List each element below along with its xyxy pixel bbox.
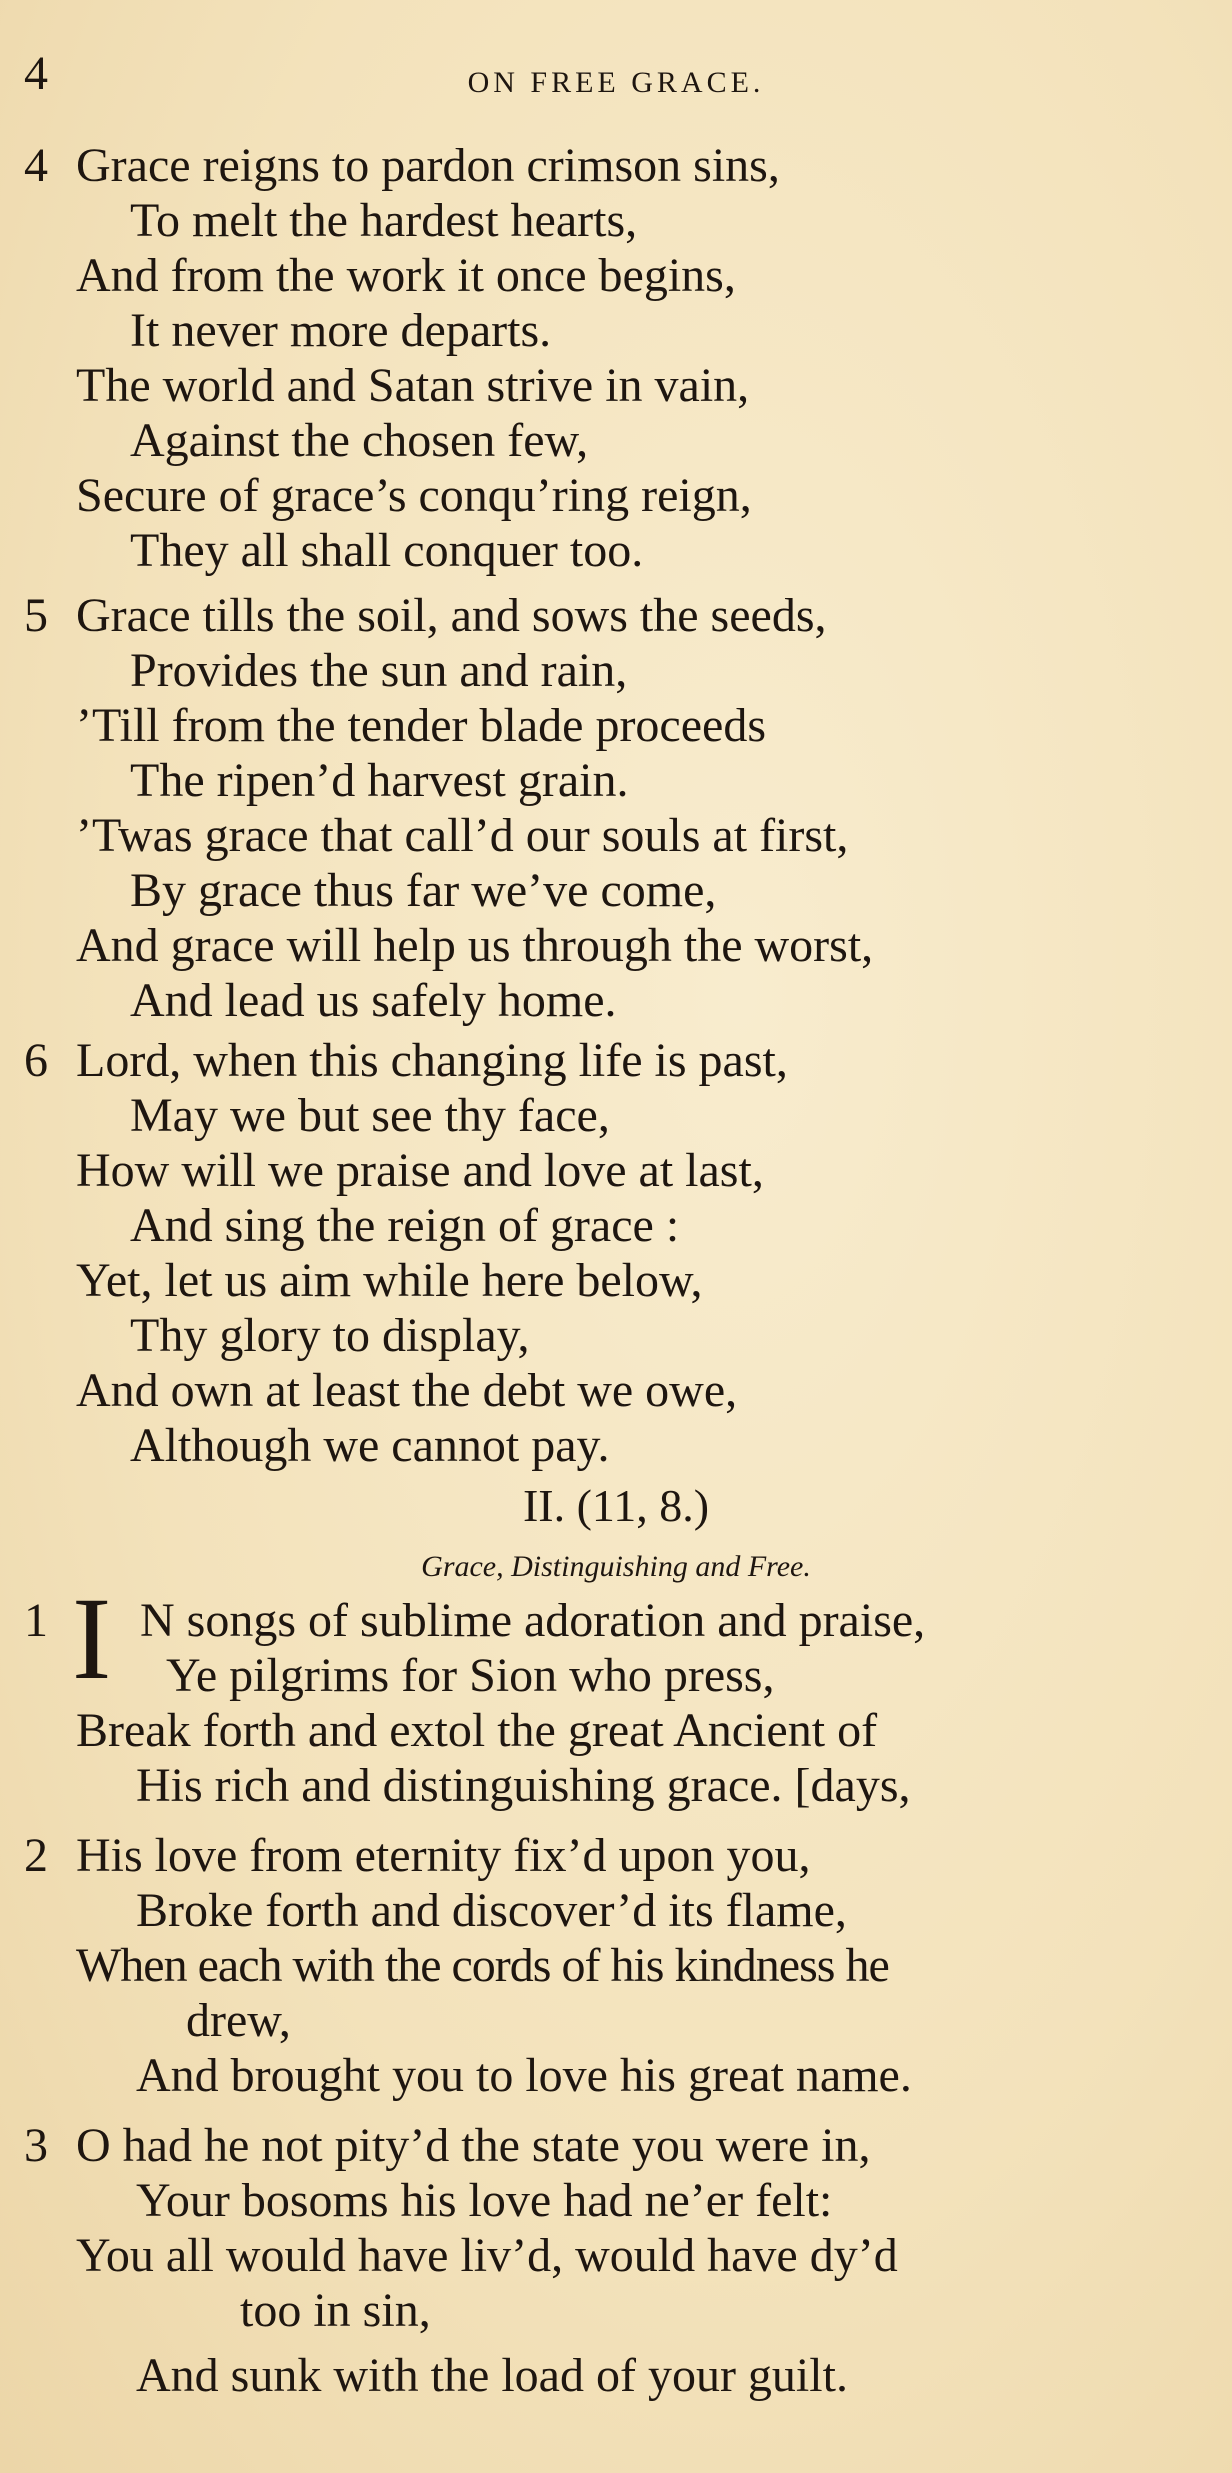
verse-line: Thy glory to display, — [130, 1309, 530, 1362]
stanza-number: 2 — [24, 1829, 48, 1882]
verse-line: To melt the hardest hearts, — [130, 194, 638, 247]
verse-line: Your bosoms his love had ne’er felt: — [136, 2174, 833, 2227]
verse-line: His love from eternity fix’d upon you, — [76, 1829, 811, 1882]
hymn-heading: II. (11, 8.) — [522, 1480, 710, 1531]
verse-line: Grace reigns to pardon crimson sins, — [76, 139, 780, 192]
verse-line: Although we cannot pay. — [130, 1419, 610, 1472]
verse-line: Provides the sun and rain, — [130, 644, 628, 697]
verse-line: His rich and distinguishing grace. [days, — [136, 1759, 911, 1812]
hymn-subheading: Grace, Distinguishing and Free. — [421, 1550, 811, 1583]
verse-line: Grace tills the soil, and sows the seeds, — [76, 589, 827, 642]
verse-line: And brought you to love his great name. — [136, 2049, 912, 2102]
verse-line: They all shall conquer too. — [130, 524, 644, 577]
verse-line: O had he not pity’d the state you were in, — [76, 2119, 871, 2172]
page-number: 4 — [24, 47, 48, 100]
verse-line: When each with the cords of his kindness he — [76, 1939, 889, 1992]
stanza-number: 5 — [24, 589, 48, 642]
verse-line: And sing the reign of grace : — [130, 1199, 680, 1252]
verse-line: By grace thus far we’ve come, — [130, 864, 717, 917]
verse-line: N songs of sublime adoration and praise, — [140, 1594, 926, 1647]
verse-line: The world and Satan strive in vain, — [76, 359, 750, 412]
verse-line: May we but see thy face, — [130, 1089, 610, 1142]
stanza-number: 1 — [24, 1594, 48, 1647]
verse-line: The ripen’d harvest grain. — [130, 754, 629, 807]
verse-line: Lord, when this changing life is past, — [76, 1034, 788, 1087]
verse-line: drew, — [186, 1994, 291, 2047]
verse-line: Ye pilgrims for Sion who press, — [166, 1649, 775, 1702]
drop-cap: I — [72, 1573, 112, 1704]
verse-line: Broke forth and discover’d its flame, — [136, 1884, 847, 1937]
running-title: ON FREE GRACE. — [467, 66, 765, 99]
verse-line: ’Twas grace that call’d our souls at first, — [76, 809, 849, 862]
verse-line: And from the work it once begins, — [76, 249, 736, 302]
stanza-number: 4 — [24, 139, 48, 192]
verse-line: And sunk with the load of your guilt. — [136, 2349, 848, 2402]
stanza-number: 3 — [24, 2119, 48, 2172]
verse-line: Against the chosen few, — [130, 414, 589, 467]
verse-line: Yet, let us aim while here below, — [76, 1254, 703, 1307]
verse-line: Secure of grace’s conqu’ring reign, — [76, 469, 752, 522]
stanza-number: 6 — [24, 1034, 48, 1087]
verse-line: You all would have liv’d, would have dy’d — [76, 2229, 898, 2282]
verse-line: It never more departs. — [130, 304, 552, 357]
verse-line: How will we praise and love at last, — [76, 1144, 764, 1197]
verse-line: ’Till from the tender blade proceeds — [76, 699, 767, 752]
verse-line: And grace will help us through the worst, — [76, 919, 874, 972]
verse-line: Break forth and extol the great Ancient of — [76, 1704, 878, 1757]
verse-line: too in sin, — [240, 2284, 431, 2337]
verse-line: And lead us safely home. — [130, 974, 617, 1027]
verse-line: And own at least the debt we owe, — [76, 1364, 738, 1417]
